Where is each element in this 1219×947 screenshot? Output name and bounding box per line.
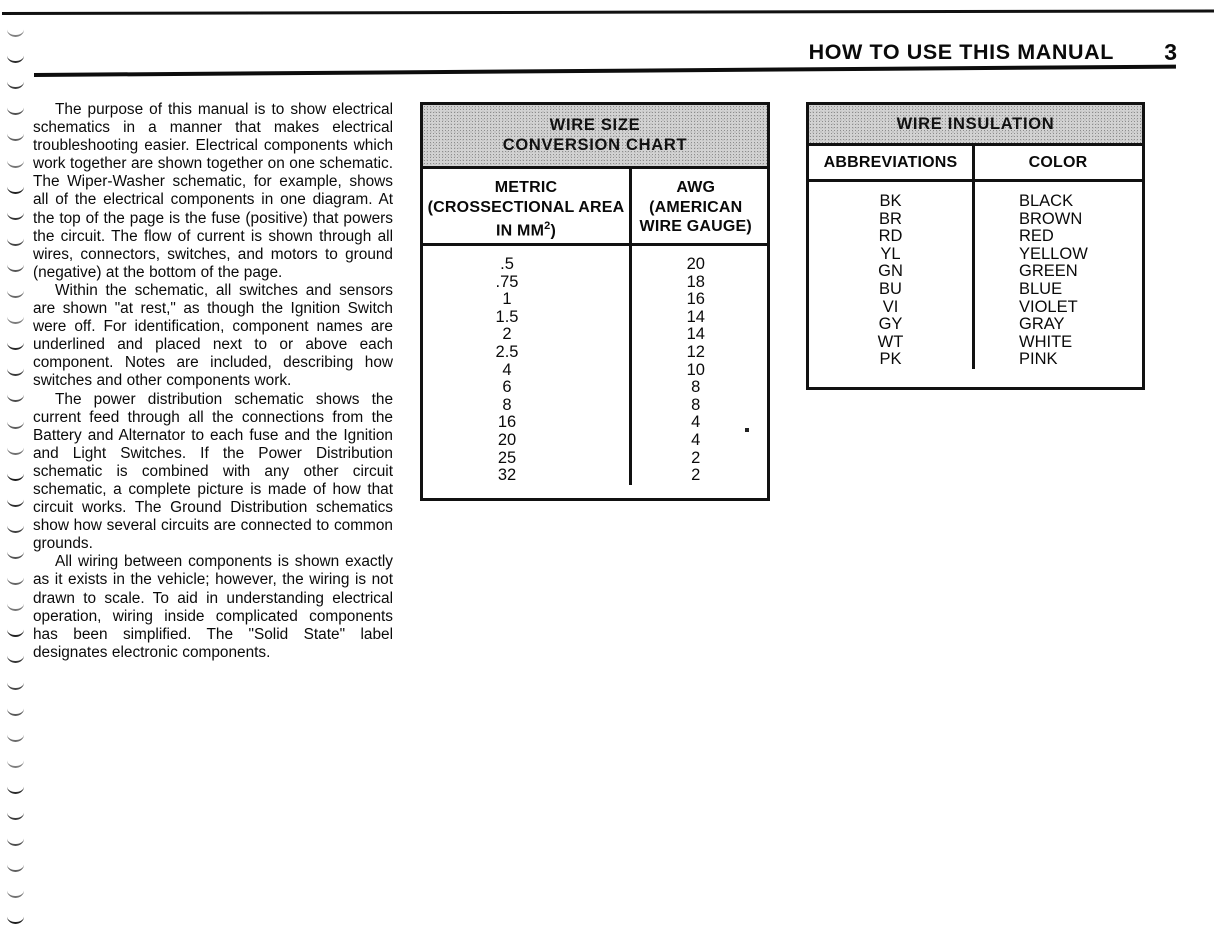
color-name-cell: RED [1019,227,1054,246]
body-paragraph: Within the schematic, all switches and sensors are shown "at rest," as though the Ignition Switch were off. For identification, component names are underlined and placed next to or above each component. Notes are included, describing how switches and other components work. [33,281,393,390]
metric-value-cell: 25 [497,448,517,467]
body-paragraph: The purpose of this manual is to show electrical schematics in a manner that makes electrical troubleshooting easier. Electrical components which work together are shown together on one schematic. The Wiper-Washer schematic, for example, shows all of the electrical components in one diagram. At the top of the page is the fuse (positive) that powers the circuit. The flow of current is shown through all wires, connectors, switches, and motors to ground (negative) at the bottom of the page. [33,101,393,281]
binding-hole-mark [7,159,24,168]
binding-hole-mark [7,915,24,924]
metric-value-cell: 16 [497,413,517,432]
color-name-cell: BLUE [1019,279,1063,298]
binding-hole-mark [7,393,24,402]
binding-hole-mark [7,759,24,768]
awg-header-line-2: (AMERICAN [649,198,743,216]
awg-value-cell: 12 [686,342,705,361]
binding-hole-mark [7,681,24,690]
binding-hole-mark [7,472,24,481]
scan-speck-artifact [745,428,749,432]
metric-value-cell: 8 [502,395,512,414]
wire-size-conversion-chart [420,102,770,501]
binding-hole-mark [7,654,24,663]
top-scan-edge-rule [2,9,1214,15]
binding-hole-mark [7,211,24,220]
binding-hole-mark [7,863,24,872]
column-header-abbreviations: ABBREVIATIONS [809,146,975,179]
color-name-cell: PINK [1019,350,1058,369]
awg-value-cell: 14 [686,307,705,326]
metric-value-cell: .5 [500,255,514,273]
metric-value-column [423,246,632,485]
metric-value-cell: 2 [502,325,512,344]
binding-hole-mark [7,889,24,898]
abbreviation-cell: BR [879,209,902,228]
column-header-metric [423,169,632,243]
metric-value-cell: 1.5 [495,307,519,326]
color-name-cell: WHITE [1019,332,1073,351]
binding-hole-mark [7,289,24,298]
wire-size-data-body [423,246,767,485]
metric-value-cell: 2.5 [495,342,519,361]
awg-value-column [632,246,760,485]
wire-insulation-title-text: WIRE INSULATION [896,115,1055,133]
color-name-cell: GRAY [1019,315,1065,334]
metric-header-line-3-text: IN MM [496,222,545,240]
abbreviation-value-column [809,182,975,369]
binding-hole-mark [7,132,24,141]
color-name-cell: BLACK [1019,192,1074,210]
header-divider-rule [34,65,1176,77]
binding-hole-mark [7,420,24,429]
wire-insulation-column-headers [809,146,1142,182]
body-paragraph: The power distribution schematic shows the current feed through all the connections from the Battery and Alternator to each fuse and the Ignition and Light Switches. If the Power Distribution schematic is combined with any other circuit schematic, a complete picture is made of how that circuit works. The Ground Distribution schematics show how several circuits are connected to common grounds. [33,390,393,553]
column-header-awg [632,169,760,243]
awg-header-line-1: AWG [676,179,716,196]
awg-value-cell: 8 [691,378,701,397]
metric-value-cell: 6 [502,378,512,397]
wire-insulation-data-body [809,182,1142,369]
binding-hole-mark [7,733,24,742]
wire-size-title-line-1: WIRE SIZE [549,116,641,134]
metric-header-line-3 [423,217,629,241]
binding-hole-mark [7,237,24,246]
awg-value-cell: 10 [686,360,705,379]
body-text-column [33,101,393,662]
abbreviation-cell: YL [880,244,901,263]
binding-hole-mark [7,602,24,611]
awg-value-cell: 2 [691,466,701,485]
awg-value-cell: 4 [691,413,701,432]
awg-value-cell: 16 [686,290,705,309]
binding-hole-mark [7,446,24,455]
metric-value-cell: .75 [495,272,519,291]
awg-value-cell: 14 [686,325,705,344]
metric-value-cell: 1 [502,290,512,309]
page-header [0,40,1219,82]
abbreviation-cell: VI [882,297,899,316]
awg-value-cell: 4 [691,430,701,449]
wire-size-column-headers [423,169,767,246]
abbreviation-cell: PK [879,350,902,369]
metric-value-cell: 4 [502,360,512,379]
binding-hole-mark [7,263,24,272]
page-title: HOW TO USE THIS MANUAL [808,40,1114,64]
binding-hole-mark [7,785,24,794]
metric-header-line-3-tail: ) [550,222,556,240]
binding-hole-mark [7,315,24,324]
binding-hole-mark [7,811,24,820]
color-name-cell: VIOLET [1019,297,1078,316]
binding-hole-mark [7,106,24,115]
binding-hole-mark [7,707,24,716]
metric-header-line-1: METRIC [494,179,558,196]
binding-hole-mark [7,837,24,846]
abbreviation-cell: GN [878,262,903,281]
binding-hole-margin [0,28,34,940]
color-name-cell: YELLOW [1019,244,1088,263]
binding-hole-mark [7,628,24,637]
abbreviation-cell: BU [879,279,902,298]
metric-header-superscript: 2 [544,220,551,232]
abbreviation-cell: RD [878,227,903,246]
metric-value-cell: 32 [497,466,517,485]
abbreviation-cell: GY [878,315,903,334]
metric-header-line-2: (CROSSECTIONAL AREA [427,198,625,216]
awg-value-cell: 2 [691,448,701,467]
awg-value-cell: 20 [686,255,705,273]
color-value-column [975,182,1141,369]
awg-header-line-3: WIRE GAUGE) [639,218,752,235]
wire-insulation-table [806,102,1145,390]
binding-hole-mark [7,185,24,194]
column-header-color: COLOR [1028,154,1088,171]
awg-value-cell: 18 [686,272,705,291]
binding-hole-mark [7,367,24,376]
wire-insulation-table-title [809,105,1142,146]
wire-size-table-title [423,105,767,169]
binding-hole-mark [7,524,24,533]
color-name-cell: BROWN [1019,209,1083,228]
abbreviation-cell: WT [877,332,904,351]
binding-hole-mark [7,576,24,585]
binding-hole-mark [7,341,24,350]
binding-hole-mark [7,28,24,37]
binding-hole-mark [7,498,24,507]
color-name-cell: GREEN [1019,262,1078,281]
wire-size-title-line-2: CONVERSION CHART [502,136,688,154]
awg-value-cell: 8 [691,395,701,414]
metric-value-cell: 20 [497,430,517,449]
binding-hole-mark [7,550,24,559]
body-paragraph: All wiring between components is shown exactly as it exists in the vehicle; however, the wiring is not drawn to scale. To aid in understanding electrical operation, wiring inside complicated components has been simplified. The "Solid State" label designates electronic components. [33,553,393,661]
abbreviation-cell: BK [879,192,902,210]
page-number: 3 [1164,39,1177,65]
